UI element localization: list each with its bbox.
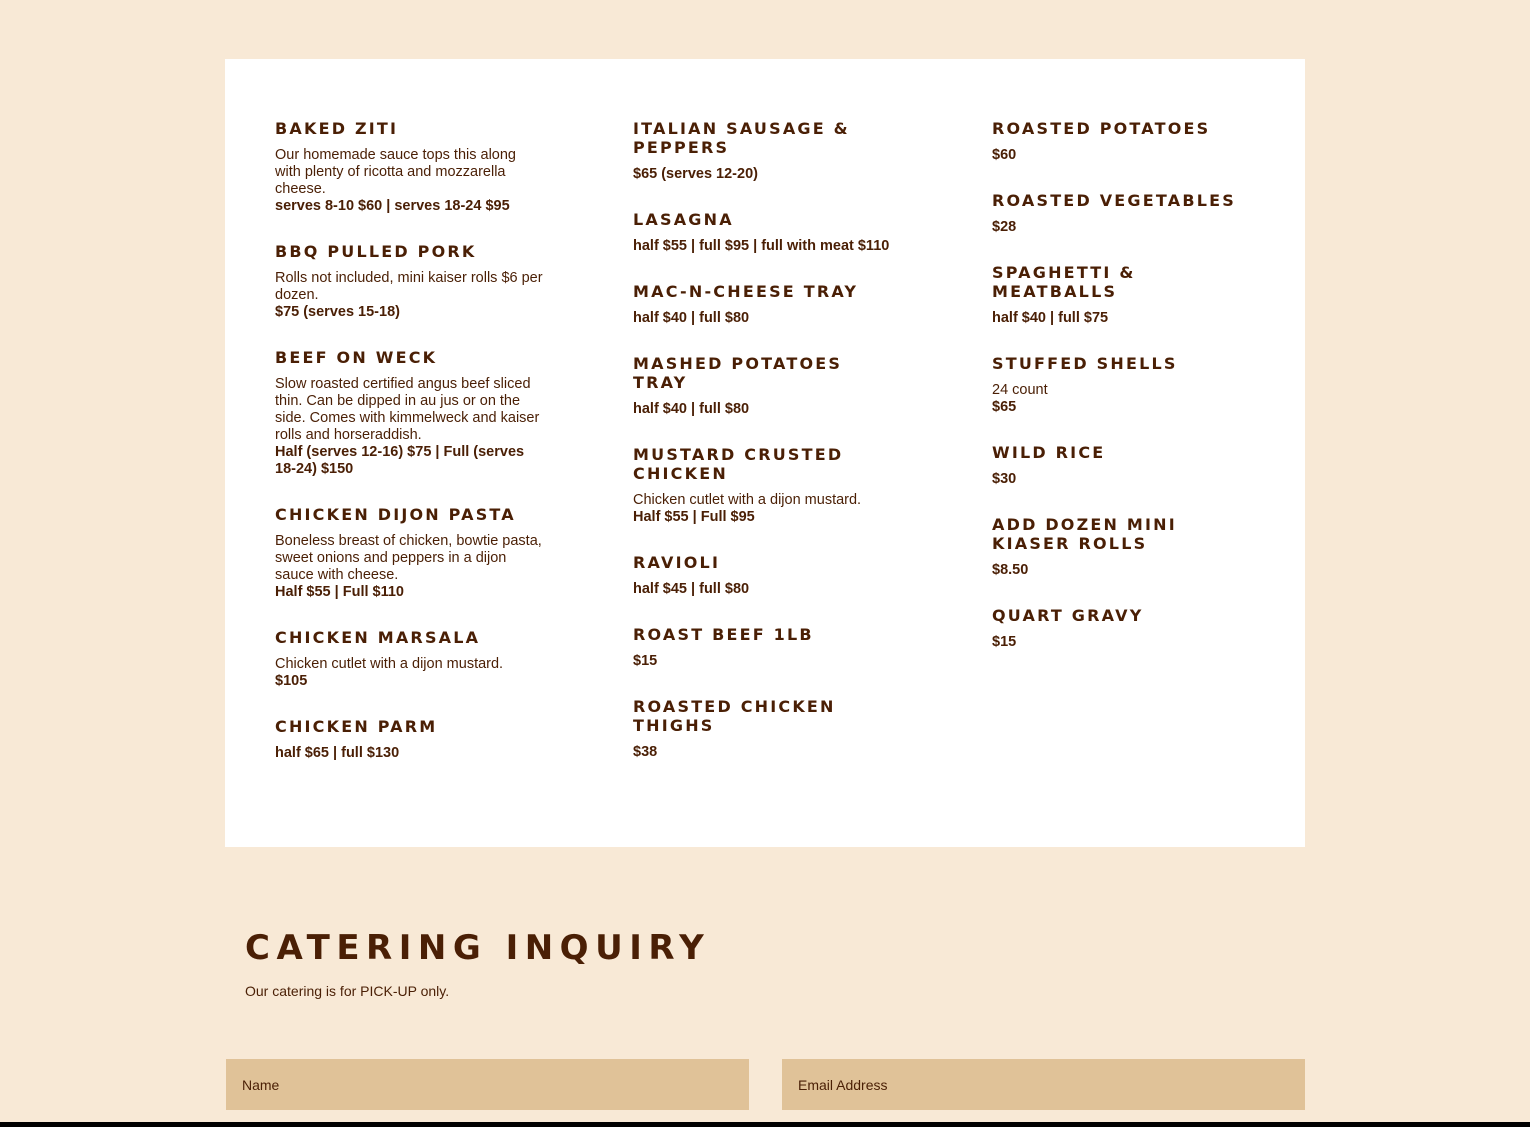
menu-item-bbq-pulled-pork bbox=[275, 242, 545, 321]
menu-item-stuffed-shells bbox=[992, 354, 1257, 416]
menu-item-description: 24 count bbox=[992, 382, 1048, 398]
menu-column-2 bbox=[633, 119, 903, 788]
menu-item-ravioli bbox=[633, 553, 903, 598]
menu-item-title: MAC-N-CHEESE TRAY bbox=[633, 282, 859, 301]
menu-item-title: MASHED POTATOES TRAY bbox=[633, 354, 843, 392]
menu-item-mini-kaiser-rolls bbox=[992, 515, 1257, 579]
menu-item-roasted-chicken-thighs bbox=[633, 697, 903, 761]
menu-item-price: $28 bbox=[992, 219, 1017, 235]
menu-item-price: half $40 | full $80 bbox=[633, 310, 750, 326]
menu-item-price: half $45 | full $80 bbox=[633, 581, 750, 597]
menu-item-title: MUSTARD CRUSTED CHICKEN bbox=[633, 445, 844, 483]
catering-inquiry-heading: CATERING INQUIRY bbox=[245, 928, 711, 968]
menu-item-price: serves 8-10 $60 | serves 18-24 $95 bbox=[275, 198, 510, 214]
menu-item-chicken-parm bbox=[275, 717, 545, 762]
name-input[interactable] bbox=[226, 1059, 749, 1110]
menu-item-mac-n-cheese-tray bbox=[633, 282, 903, 327]
menu-item-title: ROASTED VEGETABLES bbox=[992, 191, 1236, 210]
menu-item-mustard-crusted-chicken bbox=[633, 445, 903, 526]
menu-item-description: Slow roasted certified angus beef sliced thin. Can be dipped in au jus or on the side. Comes with kimmelweck and kaiser rolls and horseraddish. bbox=[275, 376, 540, 443]
menu-item-roasted-vegetables bbox=[992, 191, 1257, 236]
menu-item-lasagna bbox=[633, 210, 903, 255]
menu-item-baked-ziti bbox=[275, 119, 545, 215]
menu-item-description: Boneless breast of chicken, bowtie pasta, sweet onions and peppers in a dijon sauce with cheese. bbox=[275, 533, 542, 583]
menu-item-title: STUFFED SHELLS bbox=[992, 354, 1178, 373]
menu-item-description: Rolls not included, mini kaiser rolls $6 per dozen. bbox=[275, 270, 543, 303]
pickup-only-note: Our catering is for PICK-UP only. bbox=[245, 983, 450, 999]
menu-item-title: RAVIOLI bbox=[633, 553, 721, 572]
menu-item-title: LASAGNA bbox=[633, 210, 734, 229]
menu-item-italian-sausage-peppers bbox=[633, 119, 903, 183]
menu-item-price: half $40 | full $75 bbox=[992, 310, 1109, 326]
menu-item-price: half $55 | full $95 | full with meat $110 bbox=[633, 238, 890, 254]
menu-item-price: $15 bbox=[992, 634, 1017, 650]
menu-item-title: ROASTED CHICKEN THIGHS bbox=[633, 697, 836, 735]
menu-item-title: CHICKEN DIJON PASTA bbox=[275, 505, 516, 524]
menu-item-price: $105 bbox=[275, 673, 308, 689]
bottom-edge-bar bbox=[0, 1122, 1530, 1127]
email-input[interactable] bbox=[782, 1059, 1305, 1110]
menu-column-1 bbox=[275, 119, 545, 789]
menu-item-price: $65 bbox=[992, 399, 1017, 415]
menu-item-roasted-potatoes bbox=[992, 119, 1257, 164]
menu-item-price: $15 bbox=[633, 653, 658, 669]
menu-item-title: WILD RICE bbox=[992, 443, 1106, 462]
menu-item-spaghetti-meatballs bbox=[992, 263, 1257, 327]
menu-item-title: CHICKEN MARSALA bbox=[275, 628, 481, 647]
menu-item-price: $65 (serves 12-20) bbox=[633, 166, 758, 182]
menu-item-title: BEEF ON WECK bbox=[275, 348, 438, 367]
menu-item-title: ROAST BEEF 1LB bbox=[633, 625, 814, 644]
menu-item-chicken-marsala bbox=[275, 628, 545, 690]
menu-item-price: $38 bbox=[633, 744, 658, 760]
menu-item-title: ITALIAN SAUSAGE & PEPPERS bbox=[633, 119, 850, 157]
menu-item-price: Half $55 | Full $110 bbox=[275, 584, 404, 600]
catering-menu-card bbox=[225, 59, 1305, 847]
menu-item-title: ROASTED POTATOES bbox=[992, 119, 1211, 138]
menu-item-description: Our homemade sauce tops this along with plenty of ricotta and mozzarella cheese. bbox=[275, 147, 516, 197]
menu-item-price: half $65 | full $130 bbox=[275, 745, 400, 761]
menu-item-title: QUART GRAVY bbox=[992, 606, 1144, 625]
menu-item-wild-rice bbox=[992, 443, 1257, 488]
menu-item-title: SPAGHETTI & MEATBALLS bbox=[992, 263, 1136, 301]
menu-item-price: $75 (serves 15-18) bbox=[275, 304, 400, 320]
menu-item-chicken-dijon-pasta bbox=[275, 505, 545, 601]
menu-item-quart-gravy bbox=[992, 606, 1257, 651]
menu-item-description: Chicken cutlet with a dijon mustard. bbox=[275, 656, 504, 672]
menu-item-price: $30 bbox=[992, 471, 1017, 487]
menu-item-beef-on-weck bbox=[275, 348, 545, 478]
menu-item-price: $60 bbox=[992, 147, 1017, 163]
menu-item-price: Half (serves 12-16) $75 | Full (serves 18-24) $150 bbox=[275, 444, 525, 477]
menu-item-description: Chicken cutlet with a dijon mustard. bbox=[633, 492, 862, 508]
menu-item-roast-beef bbox=[633, 625, 903, 670]
menu-item-title: CHICKEN PARM bbox=[275, 717, 438, 736]
menu-item-title: ADD DOZEN MINI KIASER ROLLS bbox=[992, 515, 1177, 553]
menu-item-title: BAKED ZITI bbox=[275, 119, 399, 138]
menu-item-price: half $40 | full $80 bbox=[633, 401, 750, 417]
menu-item-price: $8.50 bbox=[992, 562, 1029, 578]
menu-column-3 bbox=[992, 119, 1257, 678]
menu-item-mashed-potatoes-tray bbox=[633, 354, 903, 418]
menu-item-price: Half $55 | Full $95 bbox=[633, 509, 755, 525]
menu-item-title: BBQ PULLED PORK bbox=[275, 242, 477, 261]
